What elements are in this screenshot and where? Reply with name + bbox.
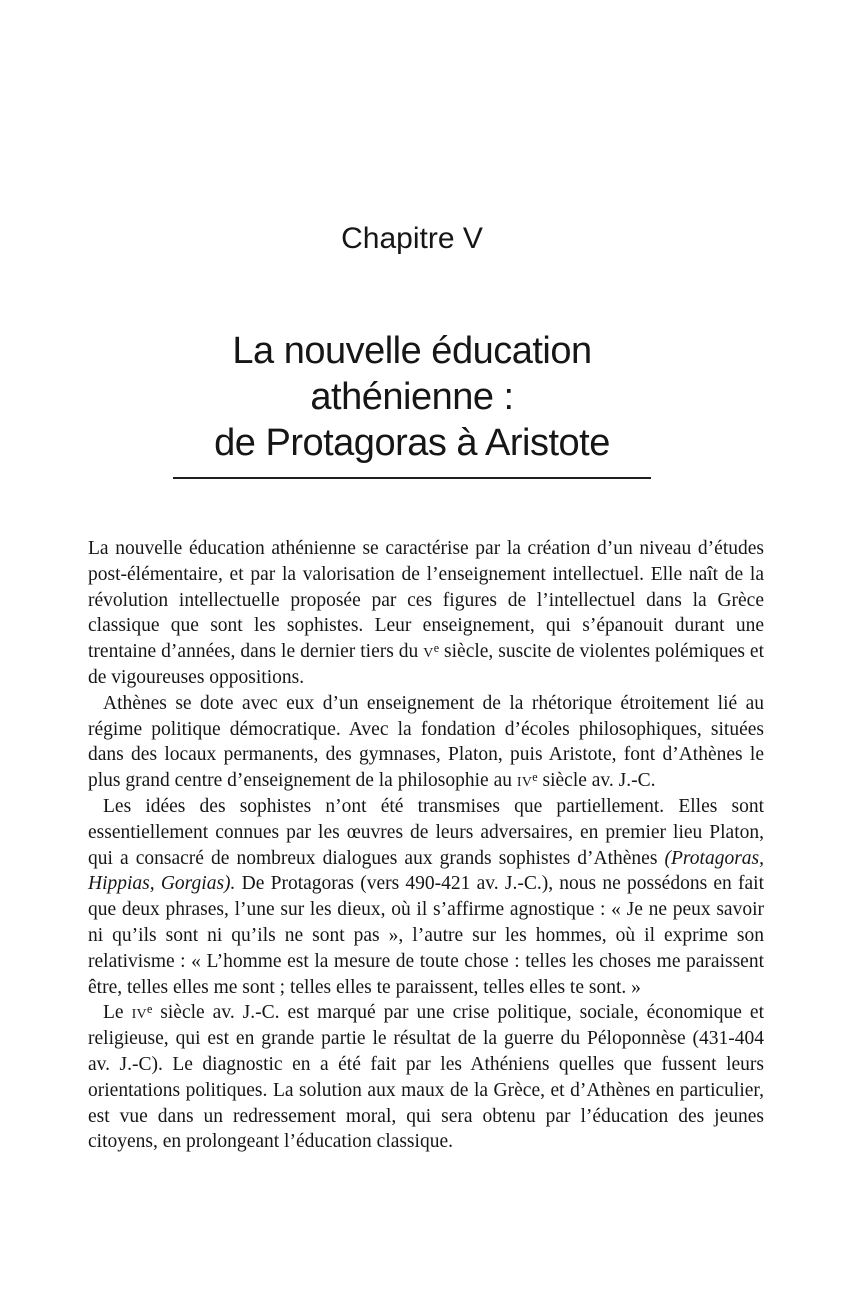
- text-segment: Athènes se dote avec eux d’un enseignement de la rhétorique étroitement lié au régime politique démocratique. Avec la fondation d’écoles philosophiques, situées dans des locaux permanents, des gymnases, Platon, puis Aristote, font d’Athènes le plus grand centre d’enseignement de la philosophie au: [88, 692, 764, 792]
- text-segment-sup: e: [146, 1001, 153, 1016]
- chapter-title-line-2: athénienne :: [310, 376, 514, 418]
- text-segment: Le: [103, 1002, 132, 1024]
- chapter-heading-block: [74, 223, 750, 479]
- text-segment: siècle av. J.-C.: [537, 770, 656, 792]
- text-segment-smallcap: iv: [131, 1002, 147, 1024]
- chapter-title-line-1: La nouvelle éducation: [232, 330, 592, 372]
- text-segment: La nouvelle éducation athénienne se caractérise par la création d’un niveau d’études post-élémentaire, et par la valorisation de l’enseignement intellectuel. Elle naît de la révolution intellectuelle proposée par ces figures de l’intellectuel dans la Grèce classique que sont les sophistes. Leur enseignement, qui s’épanouit durant une trentaine d’années, dans le dernier tiers du: [88, 538, 764, 663]
- body-text: [88, 536, 764, 1155]
- chapter-title-line-3: de Protagoras à Aristote: [214, 422, 610, 464]
- text-segment: siècle av. J.-C. est marqué par une crise politique, sociale, économique et religieuse, qui est en grande partie le résultat de la guerre du Péloponnèse (431-404 av. J.-C). Le diagnostic en a été fait par les Athéniens quelles que fussent leurs orientations politiques. La solution aux maux de la Grèce, et d’Athènes en particulier, est vue dans un redressement moral, qui sera obtenu par l’éducation des jeunes citoyens, en prolongeant l’éducation classique.: [88, 1002, 764, 1153]
- paragraph-3: [88, 794, 764, 1000]
- paragraph-4: [88, 1000, 764, 1155]
- chapter-title: [74, 328, 750, 466]
- text-segment-smallcap: v: [423, 641, 434, 663]
- paragraph-2: [88, 691, 764, 794]
- text-segment: De Protagoras (vers 490-421 av. J.-C.), nous ne possédons en fait que deux phrases, l’une sur les dieux, où il s’affirme agnostique : « Je ne peux savoir ni qu’ils sont ni qu’ils ne sont pas », l’autre sur les hommes, où il exprime son relativisme : « L’homme est la mesure de toute chose : telles les choses me paraissent être, telles elles me sont ; telles elles te paraissent, telles elles te sont. »: [88, 873, 764, 998]
- text-segment-italic: (Protagoras, Hippias, Gorgias).: [88, 847, 764, 895]
- text-segment: siècle, suscite de violentes polémiques et de vigoureuses oppositions.: [88, 641, 764, 688]
- paragraph-1: [88, 536, 764, 691]
- title-rule-divider: [173, 477, 651, 479]
- text-segment-sup: e: [433, 640, 440, 655]
- text-segment-smallcap: iv: [516, 770, 533, 792]
- text-segment: Les idées des sophistes n’ont été transmises que partiellement. Elles sont essentiellement connues par les œuvres de leurs adversaires, en premier lieu Platon, qui a consacré de nombreux dialogues aux grands sophistes d’Athènes: [88, 795, 764, 869]
- chapter-label: Chapitre V: [341, 222, 483, 255]
- text-segment-sup: e: [532, 769, 538, 784]
- text-column: [88, 0, 764, 1155]
